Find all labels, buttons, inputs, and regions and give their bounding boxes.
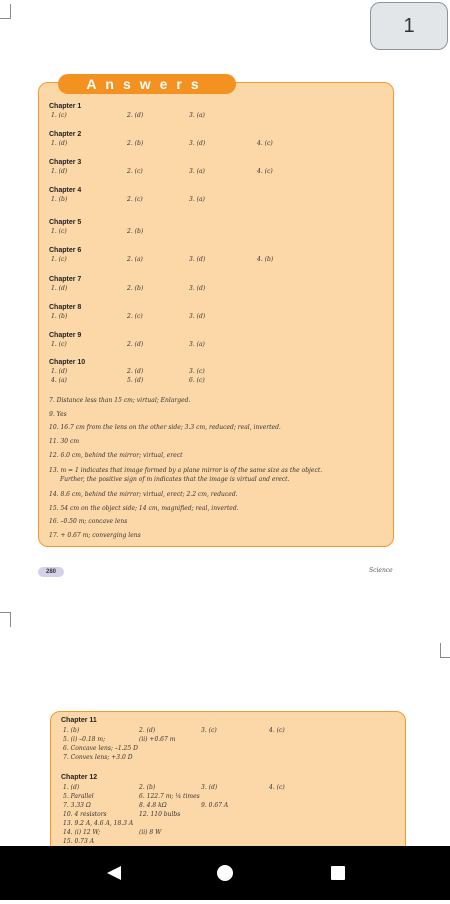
answer-item: 1. (d)	[51, 368, 68, 375]
answer-item: 6. Concave lens; –1.25 D	[63, 745, 138, 752]
answer-item: 2. (b)	[127, 285, 144, 292]
answer-item: 2. (d)	[127, 112, 144, 119]
answer-item: 3. (a)	[189, 341, 205, 348]
answer-item: 14. (i) 12 W;	[63, 829, 101, 836]
answer-item: 2. (a)	[127, 256, 143, 263]
answer-item: 5. Parallel	[63, 793, 94, 800]
question-answer-line: 11. 30 cm	[49, 438, 80, 445]
answer-item: 1. (c)	[51, 112, 67, 119]
back-icon[interactable]	[107, 866, 121, 880]
answer-item: 6. (c)	[189, 377, 205, 384]
question-answer-line: 10. 16.7 cm from the lens on the other side; 3.3 cm, reduced; real, inverted.	[49, 424, 281, 431]
crop-mark-mid-left	[0, 612, 11, 627]
answer-item: 9. 0.67 A	[201, 802, 229, 809]
answers-title: Answers	[58, 74, 236, 94]
answer-item: 3. (c)	[201, 727, 217, 734]
chapter-12-title: Chapter 12	[61, 774, 98, 781]
question-answer-line: 17. + 0.67 m; converging lens	[49, 532, 141, 539]
answer-item: 1. (c)	[51, 341, 67, 348]
answer-item: 3. (a)	[189, 196, 205, 203]
chapter-title: Chapter 7	[49, 276, 82, 283]
answer-item: 3. (d)	[189, 256, 206, 263]
question-answer-line: 14. 8.6 cm, behind the mirror; virtual, erect; 2.2 cm, reduced.	[49, 491, 238, 498]
answer-item: 12. 110 bulbs	[139, 811, 181, 818]
answer-item: 1. (d)	[63, 784, 80, 791]
answer-item: 7. Convex lens; +3.0 D	[63, 754, 133, 761]
answer-item: 13. 9.2 A, 4.6 A, 18.3 A	[63, 820, 134, 827]
question-answer-line: 16. –0.50 m; concave lens	[49, 518, 128, 525]
answer-item: 2. (d)	[127, 368, 144, 375]
answer-item: 1. (b)	[51, 196, 68, 203]
answer-item: 4. (a)	[51, 377, 67, 384]
answer-item: 6. 122.7 m; ¼ times	[139, 793, 200, 800]
page-number-text: 1	[403, 14, 415, 37]
page-number-badge[interactable]	[370, 2, 448, 50]
answer-item: 1. (b)	[63, 727, 80, 734]
answer-item: 3. (d)	[189, 313, 206, 320]
answer-item: 3. (d)	[189, 140, 206, 147]
chapter-title: Chapter 10	[49, 359, 86, 366]
answers-panel	[38, 82, 394, 547]
crop-mark-top-left	[0, 4, 11, 19]
question-answer-line: 9. Yes	[49, 411, 67, 418]
answer-item: 5. (d)	[127, 377, 144, 384]
answer-item: 3. (a)	[189, 168, 205, 175]
recents-icon[interactable]	[331, 866, 345, 880]
footer-subject: Science	[369, 567, 393, 574]
chapter-title: Chapter 5	[49, 219, 82, 226]
chapter-title: Chapter 9	[49, 332, 82, 339]
chapter-title: Chapter 8	[49, 304, 82, 311]
answer-item: 3. (a)	[189, 112, 205, 119]
answer-item: 4. (c)	[257, 168, 273, 175]
android-nav-bar	[0, 846, 450, 900]
chapter-title: Chapter 3	[49, 159, 82, 166]
answer-item: 10. 4 resistors	[63, 811, 107, 818]
chapter-title: Chapter 6	[49, 247, 82, 254]
answer-item: 4. (b)	[257, 256, 274, 263]
answer-item: 2. (b)	[127, 140, 144, 147]
answer-item: 1. (d)	[51, 140, 68, 147]
answer-item: 4. (c)	[269, 784, 285, 791]
answer-item: (ii) +0.67 m	[139, 736, 176, 743]
answer-item: 15. 0.73 A	[63, 838, 95, 845]
answer-item: (ii) 8 W	[139, 829, 162, 836]
answers-panel-page-2	[50, 711, 406, 861]
answer-item: 4. (c)	[257, 140, 273, 147]
answer-item: 2. (c)	[127, 196, 143, 203]
question-answer-line: 13. m = 1 indicates that image formed by a plane mirror is of the same size as the object.	[49, 467, 323, 474]
question-answer-line: 7. Distance less than 15 cm; virtual; Enlarged.	[49, 397, 191, 404]
answer-item: 2. (c)	[127, 313, 143, 320]
home-icon[interactable]	[217, 865, 233, 881]
answer-item: 8. 4.8 kΩ	[139, 802, 167, 809]
answer-item: 3. (c)	[189, 368, 205, 375]
crop-mark-mid-right	[440, 643, 450, 658]
answer-item: 7. 3.33 Ω	[63, 802, 91, 809]
chapter-title: Chapter 2	[49, 131, 82, 138]
chapter-title: Chapter 1	[49, 103, 82, 110]
answer-item: 5. (i) –0.18 m;	[63, 736, 106, 743]
answer-item: 2. (d)	[127, 341, 144, 348]
chapter-title: Chapter 4	[49, 187, 82, 194]
answer-item: 2. (b)	[139, 784, 156, 791]
nav-icons	[0, 846, 450, 900]
chapter-11-title: Chapter 11	[61, 717, 97, 724]
question-answer-line: 12. 6.0 cm, behind the mirror; virtual, erect	[49, 452, 183, 459]
answer-item: 3. (d)	[201, 784, 218, 791]
answer-item: 1. (c)	[51, 228, 67, 235]
answer-item: 2. (b)	[127, 228, 144, 235]
question-answer-line: Further, the positive sign of m indicates that the image is virtual and erect.	[60, 476, 290, 483]
answer-item: 1. (d)	[51, 285, 68, 292]
answer-item: 3. (d)	[189, 285, 206, 292]
question-answer-line: 15. 54 cm on the object side; 14 cm, magnified; real, inverted.	[49, 505, 239, 512]
answer-item: 1. (b)	[51, 313, 68, 320]
answer-item: 1. (c)	[51, 256, 67, 263]
answer-item: 2. (c)	[127, 168, 143, 175]
answer-item: 1. (d)	[51, 168, 68, 175]
answer-item: 2. (d)	[139, 727, 156, 734]
answer-item: 4. (c)	[269, 727, 285, 734]
footer-page-number: 280	[38, 567, 64, 577]
